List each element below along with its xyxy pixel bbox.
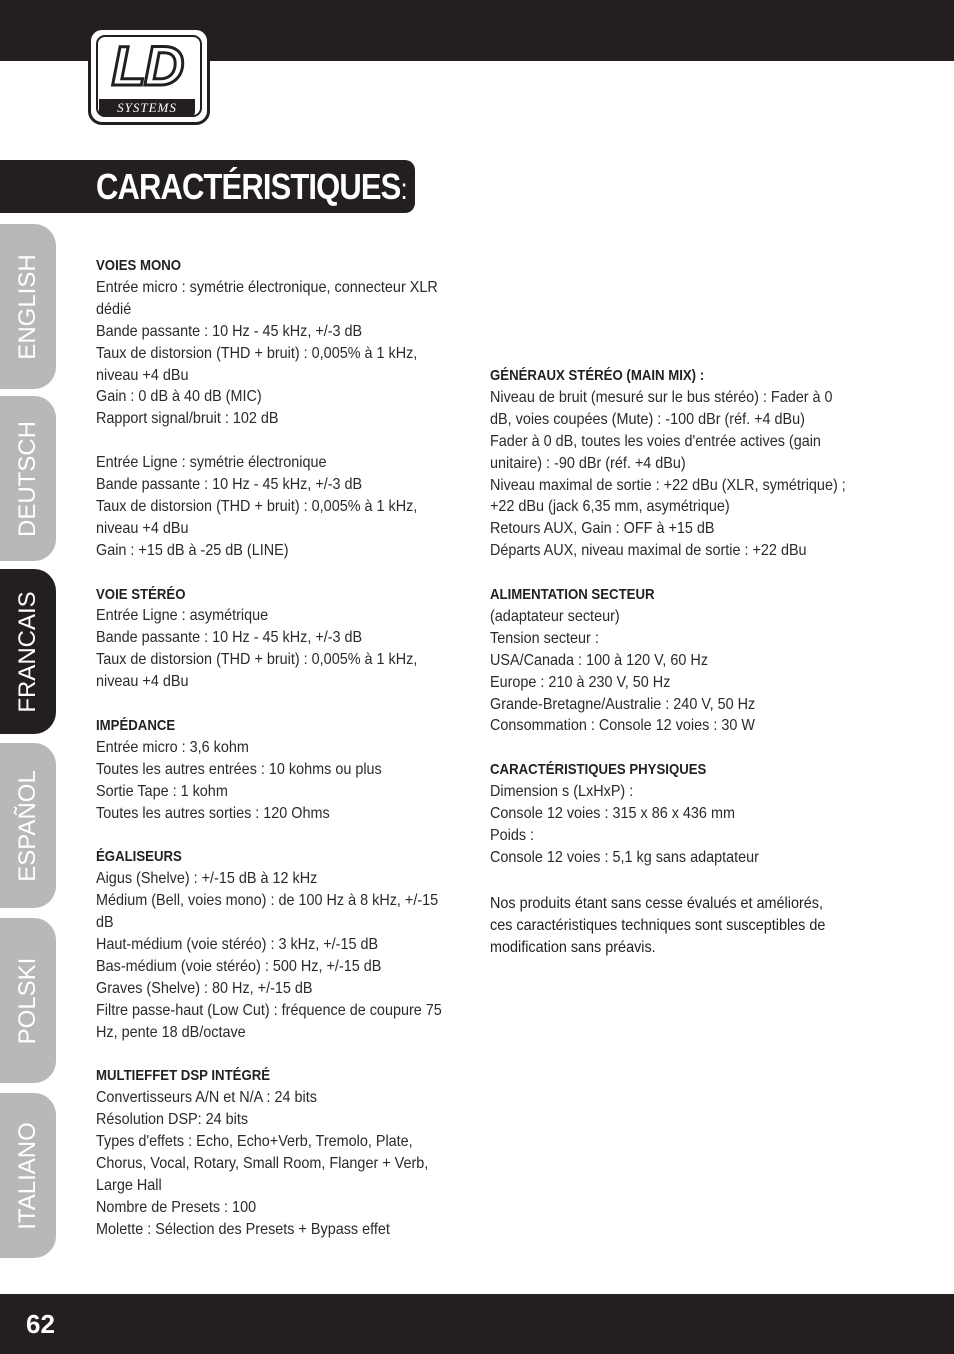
tab-deutsch[interactable] bbox=[0, 396, 56, 561]
tab-polski[interactable] bbox=[0, 918, 56, 1083]
text-line: Convertisseurs A/N et N/A : 24 bits bbox=[96, 1089, 317, 1107]
text-line: Taux de distorsion (THD + bruit) : 0,005% à 1 kHz, bbox=[96, 344, 418, 362]
section-heading: MULTIEFFET DSP INTÉGRÉ bbox=[96, 1067, 271, 1085]
text-line: Retours AUX, Gain : OFF à +15 dB bbox=[490, 520, 715, 538]
text-line: Grande-Bretagne/Australie : 240 V, 50 Hz bbox=[490, 695, 756, 713]
tab-italiano-label: ITALIANO bbox=[14, 1121, 41, 1230]
tab-deutsch-label: DEUTSCH bbox=[14, 420, 41, 537]
text-line: Départs AUX, niveau maximal de sortie : +22 dBu bbox=[490, 542, 807, 560]
text-line: Fader à 0 dB, toutes les voies d'entrée actives (gain bbox=[490, 432, 821, 450]
section-voies-mono bbox=[96, 255, 456, 584]
text-line: USA/Canada : 100 à 120 V, 60 Hz bbox=[490, 651, 709, 669]
text-line: Molette : Sélection des Presets + Bypass effet bbox=[96, 1220, 390, 1238]
tab-espanol-label: ESPAÑOL bbox=[14, 769, 41, 882]
text-line: Aigus (Shelve) : +/-15 dB à 12 kHz bbox=[96, 870, 318, 888]
text-line: niveau +4 dBu bbox=[96, 673, 189, 691]
section-impedance bbox=[96, 715, 456, 846]
text-line: unitaire) : -90 dBr (réf. +4 dBu) bbox=[490, 454, 686, 472]
page-title: CARACTÉRISTIQUES: bbox=[96, 166, 407, 207]
text-line: Chorus, Vocal, Rotary, Small Room, Flanger + Verb, bbox=[96, 1155, 429, 1173]
text-line: (adaptateur secteur) bbox=[490, 607, 620, 625]
notice-line: Nos produits étant sans cesse évalués et améliorés, bbox=[490, 894, 823, 912]
section-heading: CARACTÉRISTIQUES PHYSIQUES bbox=[490, 761, 707, 779]
disclaimer-notice bbox=[490, 893, 890, 959]
text-line: Toutes les autres sorties : 120 Ohms bbox=[96, 804, 330, 822]
logo-systems-text: SYSTEMS bbox=[99, 99, 195, 117]
text-line: Niveau de bruit (mesuré sur le bus stéréo) : Fader à 0 bbox=[490, 388, 833, 406]
tab-francais-label: FRANCAIS bbox=[14, 590, 41, 713]
section-heading: VOIE STÉRÉO bbox=[96, 585, 186, 603]
text-line: Filtre passe-haut (Low Cut) : fréquence de coupure 75 bbox=[96, 1001, 442, 1019]
text-line: Haut-médium (voie stéréo) : 3 kHz, +/-15 dB bbox=[96, 936, 379, 954]
tab-espanol[interactable] bbox=[0, 743, 56, 908]
notice-line: ces caractéristiques techniques sont susceptibles de bbox=[490, 916, 826, 934]
text-line: Dimension s (LxHxP) : bbox=[490, 783, 634, 801]
text-line: Bas-médium (voie stéréo) : 500 Hz, +/-15 dB bbox=[96, 957, 382, 975]
section-heading: IMPÉDANCE bbox=[96, 716, 176, 734]
section-multieffet-dsp bbox=[96, 1065, 456, 1240]
section-generaux-stereo bbox=[490, 365, 890, 584]
section-heading: ÉGALISEURS bbox=[96, 848, 182, 866]
section-alimentation bbox=[490, 584, 890, 759]
ld-systems-logo bbox=[88, 27, 210, 125]
text-line: Europe : 210 à 230 V, 50 Hz bbox=[490, 673, 671, 691]
bottom-bar bbox=[0, 1294, 954, 1354]
section-voie-stereo bbox=[96, 584, 456, 715]
left-column bbox=[96, 255, 456, 1241]
text-line: Gain : 0 dB à 40 dB (MIC) bbox=[96, 388, 262, 406]
text-line: Entrée Ligne : symétrie électronique bbox=[96, 454, 327, 472]
logo-ld-text: LD bbox=[111, 34, 183, 97]
text-line: Entrée Ligne : asymétrique bbox=[96, 607, 269, 625]
text-line: Consommation : Console 12 voies : 30 W bbox=[490, 717, 755, 735]
section-heading: GÉNÉRAUX STÉRÉO (MAIN MIX) : bbox=[490, 367, 705, 384]
tab-polski-label: POLSKI bbox=[14, 957, 41, 1044]
text-line: Toutes les autres entrées : 10 kohms ou plus bbox=[96, 760, 382, 778]
text-line: Bande passante : 10 Hz - 45 kHz, +/-3 dB bbox=[96, 629, 363, 647]
text-line: dédié bbox=[96, 300, 132, 318]
text-line: Tension secteur : bbox=[490, 629, 599, 647]
text-line: Graves (Shelve) : 80 Hz, +/-15 dB bbox=[96, 979, 313, 997]
tab-francais[interactable] bbox=[0, 569, 56, 734]
text-line: Bande passante : 10 Hz - 45 kHz, +/-3 dB bbox=[96, 322, 363, 340]
page-number: 62 bbox=[26, 1309, 55, 1339]
section-egaliseurs bbox=[96, 846, 456, 1065]
text-line: Niveau maximal de sortie : +22 dBu (XLR, symétrique) ; bbox=[490, 476, 846, 494]
text-line: dB, voies coupées (Mute) : -100 dBr (réf. +4 dBu) bbox=[490, 410, 805, 428]
text-line: Hz, pente 18 dB/octave bbox=[96, 1023, 246, 1041]
text-line: Médium (Bell, voies mono) : de 100 Hz à 8 kHz, +/-15 bbox=[96, 892, 439, 910]
tab-italiano[interactable] bbox=[0, 1093, 56, 1258]
text-line: dB bbox=[96, 914, 114, 932]
text-line: Sortie Tape : 1 kohm bbox=[96, 782, 228, 800]
text-line: Taux de distorsion (THD + bruit) : 0,005% à 1 kHz, bbox=[96, 651, 418, 669]
section-heading: VOIES MONO bbox=[96, 257, 182, 274]
tab-english[interactable] bbox=[0, 224, 56, 389]
section-heading: ALIMENTATION SECTEUR bbox=[490, 586, 655, 604]
text-line: Gain : +15 dB à -25 dB (LINE) bbox=[96, 541, 289, 559]
notice-line: modification sans préavis. bbox=[490, 938, 656, 956]
text-line: Résolution DSP: 24 bits bbox=[96, 1111, 249, 1129]
text-line: +22 dBu (jack 6,35 mm, asymétrique) bbox=[490, 498, 730, 516]
text-line: Poids : bbox=[490, 827, 535, 844]
text-line: Nombre de Presets : 100 bbox=[96, 1198, 257, 1216]
text-line: Entrée micro : symétrie électronique, connecteur XLR bbox=[96, 278, 438, 296]
text-line: Console 12 voies : 315 x 86 x 436 mm bbox=[490, 805, 735, 823]
text-line: niveau +4 dBu bbox=[96, 519, 189, 537]
text-line: Entrée micro : 3,6 kohm bbox=[96, 738, 249, 756]
text-line: Console 12 voies : 5,1 kg sans adaptateur bbox=[490, 848, 759, 866]
right-column bbox=[490, 365, 890, 959]
tab-english-label: ENGLISH bbox=[14, 253, 41, 360]
text-line: Large Hall bbox=[96, 1176, 162, 1194]
section-physiques bbox=[490, 759, 890, 893]
text-line: Rapport signal/bruit : 102 dB bbox=[96, 410, 279, 428]
text-line: Types d'effets : Echo, Echo+Verb, Tremolo, Plate, bbox=[96, 1133, 413, 1151]
text-line: Bande passante : 10 Hz - 45 kHz, +/-3 dB bbox=[96, 476, 363, 494]
text-line: niveau +4 dBu bbox=[96, 366, 189, 384]
text-line: Taux de distorsion (THD + bruit) : 0,005% à 1 kHz, bbox=[96, 497, 418, 515]
